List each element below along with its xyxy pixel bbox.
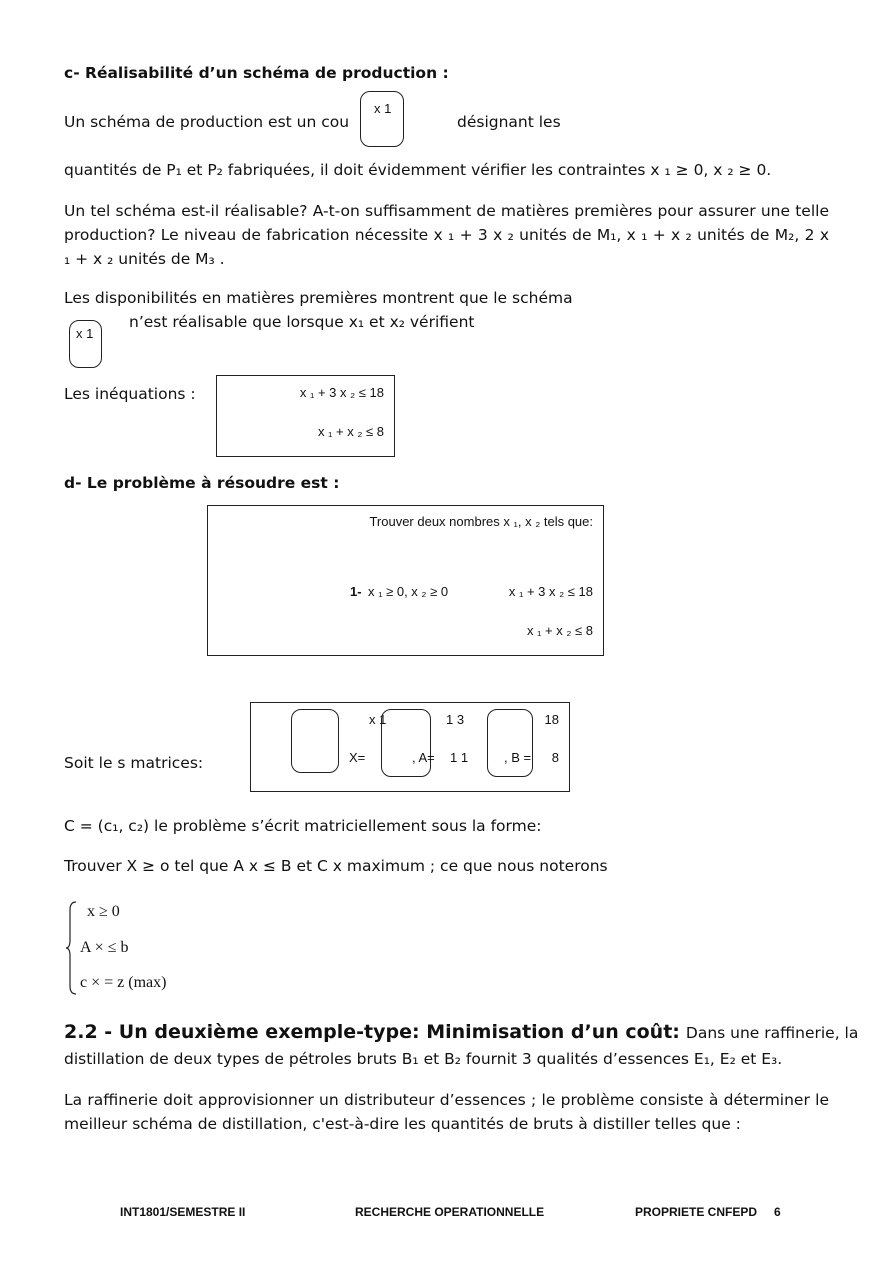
problem-find: Trouver deux nombres x ₁, x ₂ tels que: xyxy=(369,514,593,529)
footer-subject: RECHERCHE OPERATIONNELLE xyxy=(355,1205,545,1219)
matrix-x-label: X= xyxy=(349,750,366,765)
vector-x1-small: x 1 xyxy=(76,326,94,341)
matrix-a-label: , A= xyxy=(412,750,435,765)
vector-x1: x 1 xyxy=(374,101,392,116)
matrices-label: Soit le s matrices: xyxy=(64,754,204,772)
section-22-title: 2.2 - Un deuxième exemple-type: Minimisation d’un coût: xyxy=(64,1021,680,1043)
b-matrix-bracket xyxy=(487,709,533,777)
system-line-2: A × ≤ b xyxy=(80,939,129,956)
section-d-title: d- Le problème à résoudre est : xyxy=(64,474,340,492)
system-brace-icon xyxy=(66,900,78,996)
section-c-title: c- Réalisabilité d’un schéma de production : xyxy=(64,64,449,82)
section-22-line-2: distillation de deux types de pétroles bruts B₁ et B₂ fournit 3 qualités d’essences E₁, E₂ et E₃. xyxy=(64,1050,783,1068)
footer-owner: PROPRIETE CNFEPD xyxy=(635,1205,758,1219)
footer-course: INT1801/SEMESTRE II xyxy=(120,1205,246,1219)
section-22-paragraph: La raffinerie doit approvisionner un distributeur d’essences ; le problème consiste à déterminer le meilleur schéma de distillation, c'est-à-dire les quantités de bruts à distiller telles que : xyxy=(64,1091,829,1133)
disponibilites-line: Les disponibilités en matières premières montrent que le schéma xyxy=(64,289,573,307)
system-line-1: x ≥ 0 xyxy=(87,903,120,920)
section-22-heading-line xyxy=(64,1019,858,1046)
realisable-paragraph: Un tel schéma est-il réalisable? A-t-on suffisamment de matières premières pour assurer une telle production? Le niveau de fabrication nécessite x ₁ + 3 x ₂ unités de M₁, x ₁ + x ₂ unités de M₂, 2 x ₁ + x ₂ unités de M₃ . xyxy=(64,202,829,268)
problem-item-number: 1- xyxy=(350,584,362,599)
matrix-form-line: C = (c₁, c₂) le problème s’écrit matriciellement sous la forme: xyxy=(64,817,542,835)
inequation-1: x ₁ + 3 x ₂ ≤ 18 xyxy=(299,385,384,400)
problem-cond-1: x ₁ + 3 x ₂ ≤ 18 xyxy=(508,584,593,599)
schema-line-end: désignant les xyxy=(457,113,561,131)
footer-page-number: 6 xyxy=(774,1205,781,1219)
inequations-box xyxy=(216,375,395,457)
matrices-box xyxy=(250,702,570,792)
matrix-a-row-1: 1 3 xyxy=(446,712,465,727)
problem-cond-2: x ₁ + x ₂ ≤ 8 xyxy=(526,623,593,638)
matrix-a-row-2: 1 1 xyxy=(450,750,469,765)
section-22-title-continuation: Dans une raffinerie, la xyxy=(685,1024,859,1042)
problem-cond-nonneg: x ₁ ≥ 0, x ₂ ≥ 0 xyxy=(368,584,449,599)
matrix-b-row-1: 18 xyxy=(544,712,559,727)
matrix-b-row-2: 8 xyxy=(551,750,559,765)
vector-bracket xyxy=(360,91,404,147)
problem-box xyxy=(207,505,604,656)
system-line-3: c × = z (max) xyxy=(80,974,167,991)
matrix-x-entry: x 1 xyxy=(369,712,387,727)
empty-matrix-bracket xyxy=(291,709,339,773)
schema-line-start: Un schéma de production est un cou xyxy=(64,113,350,131)
inequation-2: x ₁ + x ₂ ≤ 8 xyxy=(317,424,384,439)
matrix-b-label: , B = xyxy=(504,750,532,765)
inequations-label: Les inéquations : xyxy=(64,385,196,403)
realisable-when-line: n’est réalisable que lorsque x₁ et x₂ vérifient xyxy=(129,313,475,331)
x-matrix-bracket xyxy=(381,709,431,777)
find-x-line: Trouver X ≥ o tel que A x ≤ B et C x maximum ; ce que nous noterons xyxy=(64,857,608,875)
quantities-line: quantités de P₁ et P₂ fabriquées, il doit évidemment vérifier les contraintes x ₁ ≥ 0, x ₂ ≥ 0. xyxy=(64,161,772,179)
